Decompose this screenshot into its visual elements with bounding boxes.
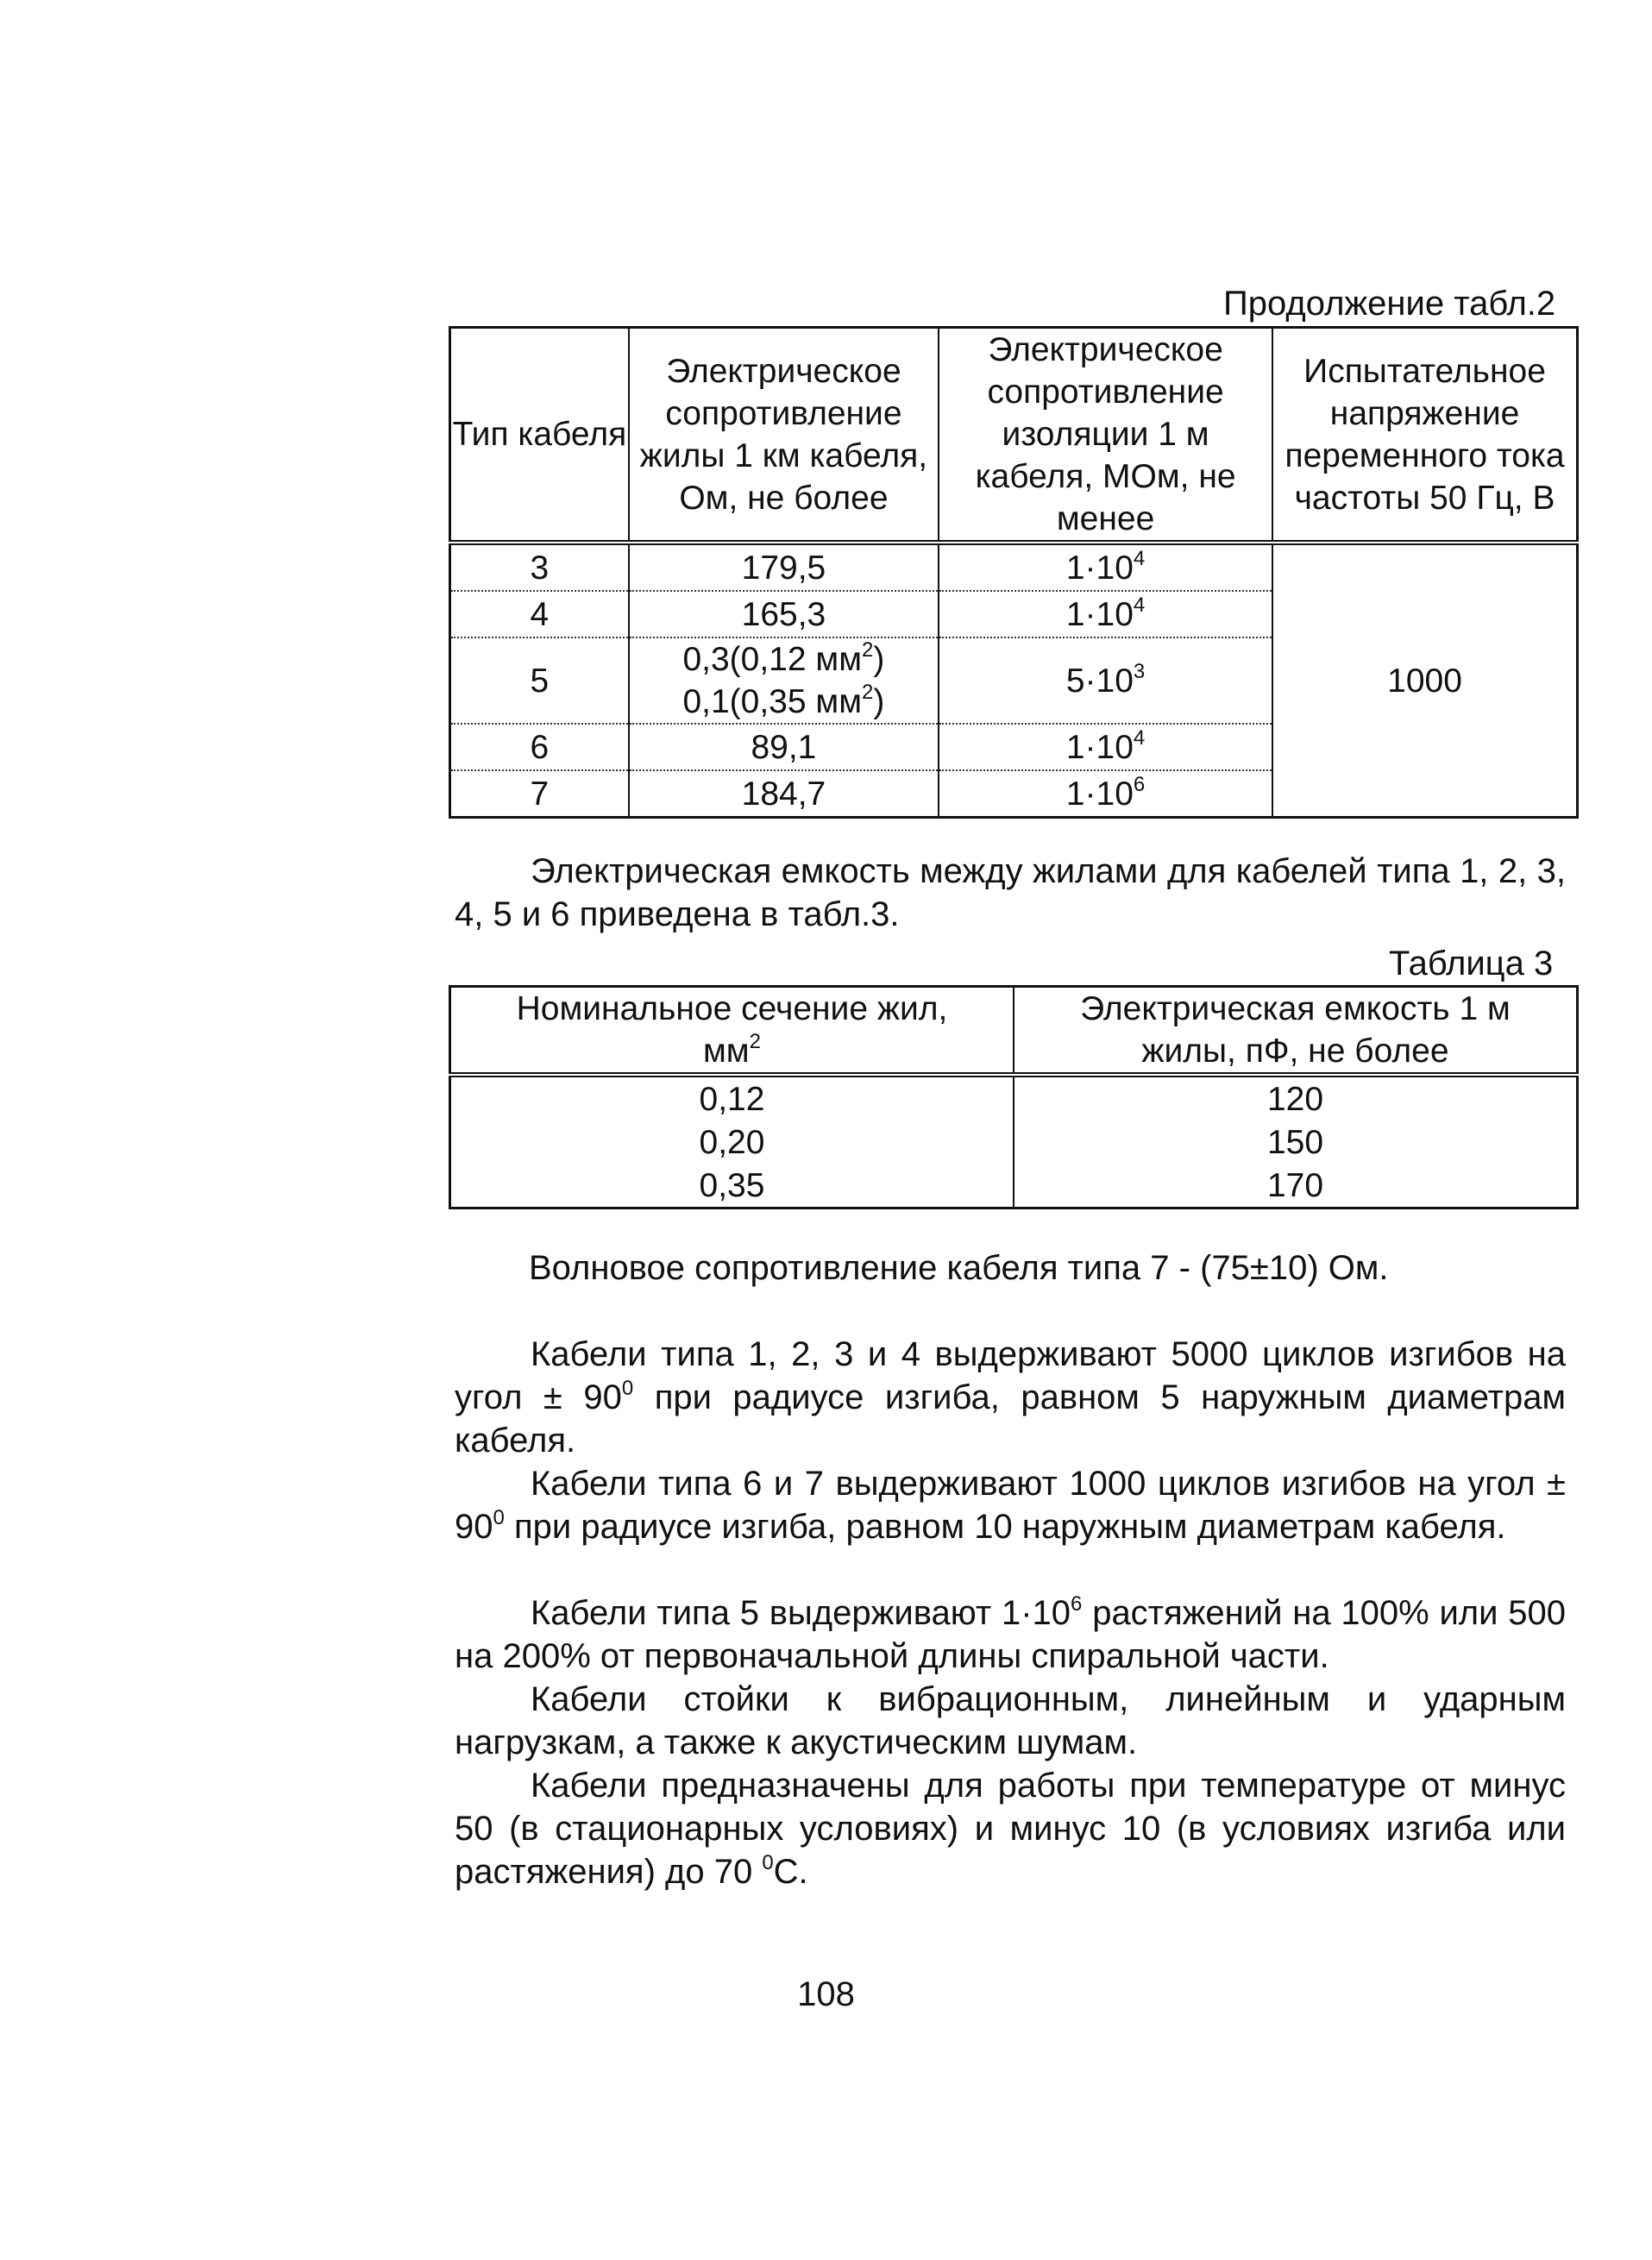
capacity-cell: 150 (1014, 1121, 1578, 1164)
table-row (450, 543, 1578, 591)
table2-caption: Продолжение табл.2 (1223, 285, 1556, 323)
table3-header-row (450, 987, 1578, 1076)
table2-header-core-resistance: Электрическое сопротивление жилы 1 км кабеля, Ом, не более (629, 328, 939, 543)
table-row (450, 1075, 1578, 1121)
page-number: 108 (797, 1975, 855, 2013)
core-resistance-cell: 165,3 (629, 591, 939, 637)
core-resistance-cell: 89,1 (629, 724, 939, 770)
cable-type-cell: 5 (450, 637, 629, 724)
table2-header-insulation-resistance: Электрическое сопротивление изоляции 1 м кабеля, МОм, не менее (939, 328, 1272, 543)
cable-type-cell: 4 (450, 591, 629, 637)
wave-impedance-line: Волновое сопротивление кабеля типа 7 - (75±10) Ом. (529, 1249, 1389, 1287)
insulation-resistance-cell: $1\cdot 10^4$ (939, 724, 1272, 770)
table3-caption: Таблица 3 (1389, 945, 1554, 982)
insulation-resistance-cell: $5\cdot 10^3$ (939, 637, 1272, 724)
stretching-paragraph: Кабели типа 5 выдерживают $1\cdot 10^6$ растяжений на 100% или 500 на 200% от первоначальной длины спиральной части. (455, 1592, 1566, 1675)
insulation-resistance-cell: $1\cdot 10^6$ (939, 770, 1272, 818)
table-row (450, 1164, 1578, 1208)
capacity-cell: 170 (1014, 1164, 1578, 1208)
cable-type-cell: 3 (450, 543, 629, 591)
cable-type-cell: 6 (450, 724, 629, 770)
core-resistance-cell: 184,7 (629, 770, 939, 818)
capacitance-paragraph: Электрическая емкость между жилами для кабелей типа 1, 2, 3, 4, 5 и 6 приведена в табл.3. (455, 852, 1566, 933)
table2-header-test-voltage: Испытательное напряжение переменного тока частоты 50 Гц, В (1272, 328, 1577, 543)
cable-type-cell: 7 (450, 770, 629, 818)
core-resistance-cell: 0,3(0,12 $мм^2$) 0,1(0,35 $мм^2$) (629, 637, 939, 724)
section-cell: 0,12 (450, 1075, 1014, 1121)
section-cell: 0,20 (450, 1121, 1014, 1164)
capacity-cell: 120 (1014, 1075, 1578, 1121)
bending-paragraph-1: Кабели типа 1, 2, 3 и 4 выдерживают 5000 циклов изгибов на угол ± $90^0$ при радиусе изгиба, равном 5 наружным диаметрам кабеля. (455, 1335, 1566, 1460)
table2-header-row (450, 328, 1578, 543)
insulation-resistance-cell: $1\cdot 10^4$ (939, 591, 1272, 637)
table-row (450, 1121, 1578, 1164)
insulation-resistance-cell: $1\cdot 10^4$ (939, 543, 1272, 591)
section-cell: 0,35 (450, 1164, 1014, 1208)
table3 (449, 985, 1579, 1209)
table2 (449, 326, 1579, 819)
core-resistance-cell: 179,5 (629, 543, 939, 591)
table3-header-capacity: Электрическая емкость 1 м жилы, пФ, не более (1014, 987, 1578, 1076)
temperature-paragraph: Кабели предназначены для работы при температуре от минус 50 (в стационарных условиях) и минус 10 (в условиях изгиба или растяжения) до 70 $^0$С. (455, 1767, 1566, 1891)
test-voltage-cell: 1000 (1272, 543, 1577, 818)
bending-paragraph-2: Кабели типа 6 и 7 выдерживают 1000 циклов изгибов на угол ± $90^0$ при радиусе изгиба, равном 10 наружным диаметрам кабеля. (455, 1465, 1566, 1546)
table3-header-section: Номинальное сечение жил, $мм^2$ (450, 987, 1014, 1076)
table2-header-type: Тип кабеля (450, 328, 629, 543)
vibration-paragraph: Кабели стойки к вибрационным, линейным и ударным нагрузкам, а также к акустическим шумам. (455, 1680, 1566, 1761)
